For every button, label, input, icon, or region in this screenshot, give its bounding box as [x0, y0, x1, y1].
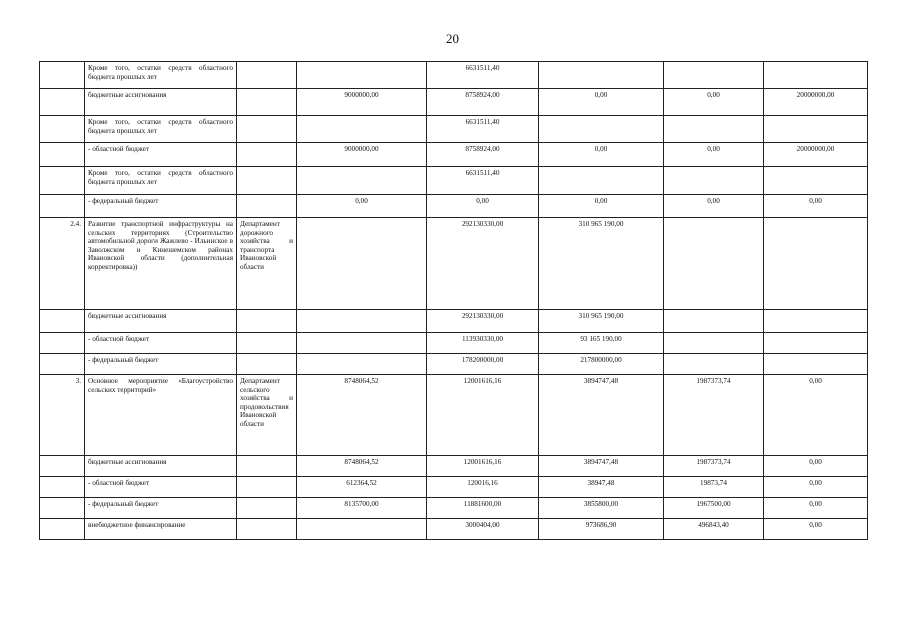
row-description-cell: Кроме того, остатки средств областного бюджета прошлых лет — [85, 167, 237, 195]
row-value-2-cell: 12001616,16 — [427, 375, 539, 456]
row-executor-cell — [237, 89, 297, 116]
row-value-1-cell — [297, 116, 427, 143]
row-executor-cell — [237, 143, 297, 167]
row-executor-cell — [237, 195, 297, 218]
row-description-cell: бюджетные ассигнования — [85, 456, 237, 477]
table-row — [40, 143, 868, 167]
row-value-4-cell: 0,00 — [664, 89, 764, 116]
row-number-cell — [40, 310, 85, 333]
row-value-5-cell — [764, 333, 868, 354]
row-number-cell — [40, 519, 85, 540]
row-value-5-cell — [764, 62, 868, 89]
table-row — [40, 195, 868, 218]
row-value-1-cell — [297, 354, 427, 375]
table-row — [40, 333, 868, 354]
row-value-3-cell: 3855800,00 — [539, 498, 664, 519]
row-value-1-cell — [297, 62, 427, 89]
row-value-3-cell: 3894747,48 — [539, 456, 664, 477]
row-number-cell — [40, 116, 85, 143]
row-description-cell: Кроме того, остатки средств областного бюджета прошлых лет — [85, 62, 237, 89]
row-value-3-cell: 973686,90 — [539, 519, 664, 540]
table-row — [40, 62, 868, 89]
row-value-4-cell — [664, 354, 764, 375]
row-value-2-cell: 8758924,00 — [427, 89, 539, 116]
row-value-1-cell: 8748064,52 — [297, 456, 427, 477]
budget-table — [39, 61, 868, 540]
row-description-cell: бюджетные ассигнования — [85, 310, 237, 333]
row-value-3-cell: 93 165 190,00 — [539, 333, 664, 354]
row-value-2-cell: 8758924,00 — [427, 143, 539, 167]
row-description-cell: - областной бюджет — [85, 477, 237, 498]
row-value-4-cell: 0,00 — [664, 195, 764, 218]
row-value-3-cell: 3894747,48 — [539, 375, 664, 456]
table-row — [40, 310, 868, 333]
row-description-cell: - федеральный бюджет — [85, 195, 237, 218]
row-value-5-cell — [764, 116, 868, 143]
row-value-4-cell — [664, 116, 764, 143]
row-value-1-cell: 8748064,52 — [297, 375, 427, 456]
row-number-cell — [40, 143, 85, 167]
row-executor-cell — [237, 333, 297, 354]
row-value-4-cell — [664, 333, 764, 354]
row-value-4-cell — [664, 218, 764, 310]
page-number: 20 — [446, 31, 459, 46]
table-row — [40, 116, 868, 143]
row-executor-cell — [237, 310, 297, 333]
row-value-3-cell: 38947,48 — [539, 477, 664, 498]
row-value-5-cell: 20000000,00 — [764, 89, 868, 116]
row-value-5-cell: 0,00 — [764, 195, 868, 218]
row-description-cell: бюджетные ассигнования — [85, 89, 237, 116]
row-number-cell — [40, 477, 85, 498]
row-value-2-cell: 6631511,40 — [427, 62, 539, 89]
row-value-1-cell — [297, 310, 427, 333]
row-value-2-cell: 0,00 — [427, 195, 539, 218]
row-number-cell — [40, 89, 85, 116]
row-executor-cell — [237, 477, 297, 498]
table-row — [40, 218, 868, 310]
row-executor-cell — [237, 167, 297, 195]
row-value-2-cell: 6631511,40 — [427, 167, 539, 195]
row-executor-cell — [237, 456, 297, 477]
row-value-4-cell: 0,00 — [664, 143, 764, 167]
table-row — [40, 354, 868, 375]
row-description-cell: Развитие транспортной инфраструктуры на сельских территориях (Строительство автомобильной дороги Жажлево - Ильинское в Заволжском и Кинешемском районах Ивановской области (дополнительная корректировка)) — [85, 218, 237, 310]
row-value-4-cell — [664, 62, 764, 89]
row-value-1-cell — [297, 218, 427, 310]
row-value-5-cell: 0,00 — [764, 456, 868, 477]
row-value-5-cell: 0,00 — [764, 519, 868, 540]
row-description-cell: - федеральный бюджет — [85, 498, 237, 519]
row-value-2-cell: 12001616,16 — [427, 456, 539, 477]
row-number-cell — [40, 333, 85, 354]
table-row — [40, 167, 868, 195]
row-value-3-cell — [539, 167, 664, 195]
row-value-2-cell: 292130330,00 — [427, 218, 539, 310]
row-description-cell: Основное мероприятие «Благоустройство сельских территорий» — [85, 375, 237, 456]
row-number-cell — [40, 456, 85, 477]
row-value-4-cell: 19873,74 — [664, 477, 764, 498]
row-description-cell: - областной бюджет — [85, 143, 237, 167]
row-value-1-cell — [297, 333, 427, 354]
table-row — [40, 498, 868, 519]
row-value-1-cell: 0,00 — [297, 195, 427, 218]
budget-table-body — [40, 62, 868, 540]
row-value-3-cell — [539, 116, 664, 143]
row-number-cell — [40, 167, 85, 195]
row-description-cell: внебюджетное финансирование — [85, 519, 237, 540]
row-value-2-cell: 120016,16 — [427, 477, 539, 498]
row-value-1-cell: 612364,52 — [297, 477, 427, 498]
row-value-4-cell: 496843,40 — [664, 519, 764, 540]
row-value-1-cell: 9000000,00 — [297, 89, 427, 116]
row-value-5-cell: 0,00 — [764, 498, 868, 519]
row-value-5-cell: 20000000,00 — [764, 143, 868, 167]
row-number-cell: 2.4. — [40, 218, 85, 310]
row-value-2-cell: 3000404,00 — [427, 519, 539, 540]
row-number-cell — [40, 195, 85, 218]
row-value-2-cell: 11881600,00 — [427, 498, 539, 519]
row-value-5-cell — [764, 167, 868, 195]
row-value-5-cell: 0,00 — [764, 375, 868, 456]
row-value-3-cell: 0,00 — [539, 195, 664, 218]
row-value-5-cell: 0,00 — [764, 477, 868, 498]
row-value-3-cell: 310 965 190,00 — [539, 218, 664, 310]
row-description-cell: - федеральный бюджет — [85, 354, 237, 375]
row-value-4-cell — [664, 310, 764, 333]
row-executor-cell: Департамент дорожного хозяйства и транспорта Ивановской области — [237, 218, 297, 310]
row-value-3-cell: 0,00 — [539, 143, 664, 167]
row-executor-cell — [237, 519, 297, 540]
row-value-4-cell: 1967500,00 — [664, 498, 764, 519]
row-value-2-cell: 178200000,00 — [427, 354, 539, 375]
table-row — [40, 89, 868, 116]
row-value-1-cell: 9000000,00 — [297, 143, 427, 167]
row-value-5-cell — [764, 310, 868, 333]
row-description-cell: - областной бюджет — [85, 333, 237, 354]
row-value-2-cell: 292130330,00 — [427, 310, 539, 333]
table-row — [40, 477, 868, 498]
row-executor-cell — [237, 354, 297, 375]
row-value-1-cell — [297, 167, 427, 195]
row-value-3-cell — [539, 62, 664, 89]
row-value-4-cell: 1987373,74 — [664, 375, 764, 456]
row-value-5-cell — [764, 218, 868, 310]
row-description-cell: Кроме того, остатки средств областного бюджета прошлых лет — [85, 116, 237, 143]
row-executor-cell — [237, 116, 297, 143]
row-value-5-cell — [764, 354, 868, 375]
row-number-cell — [40, 62, 85, 89]
table-row — [40, 375, 868, 456]
row-value-3-cell: 0,00 — [539, 89, 664, 116]
row-executor-cell — [237, 62, 297, 89]
row-number-cell: 3. — [40, 375, 85, 456]
row-value-1-cell — [297, 519, 427, 540]
row-value-3-cell: 310 965 190,00 — [539, 310, 664, 333]
row-value-2-cell: 113930330,00 — [427, 333, 539, 354]
row-number-cell — [40, 498, 85, 519]
row-value-3-cell: 217800000,00 — [539, 354, 664, 375]
table-row — [40, 519, 868, 540]
row-value-4-cell — [664, 167, 764, 195]
row-executor-cell — [237, 498, 297, 519]
row-value-4-cell: 1987373,74 — [664, 456, 764, 477]
row-number-cell — [40, 354, 85, 375]
table-row — [40, 456, 868, 477]
row-value-2-cell: 6631511,40 — [427, 116, 539, 143]
row-executor-cell: Департамент сельского хозяйства и продовольствия Ивановской области — [237, 375, 297, 456]
row-value-1-cell: 8135700,00 — [297, 498, 427, 519]
